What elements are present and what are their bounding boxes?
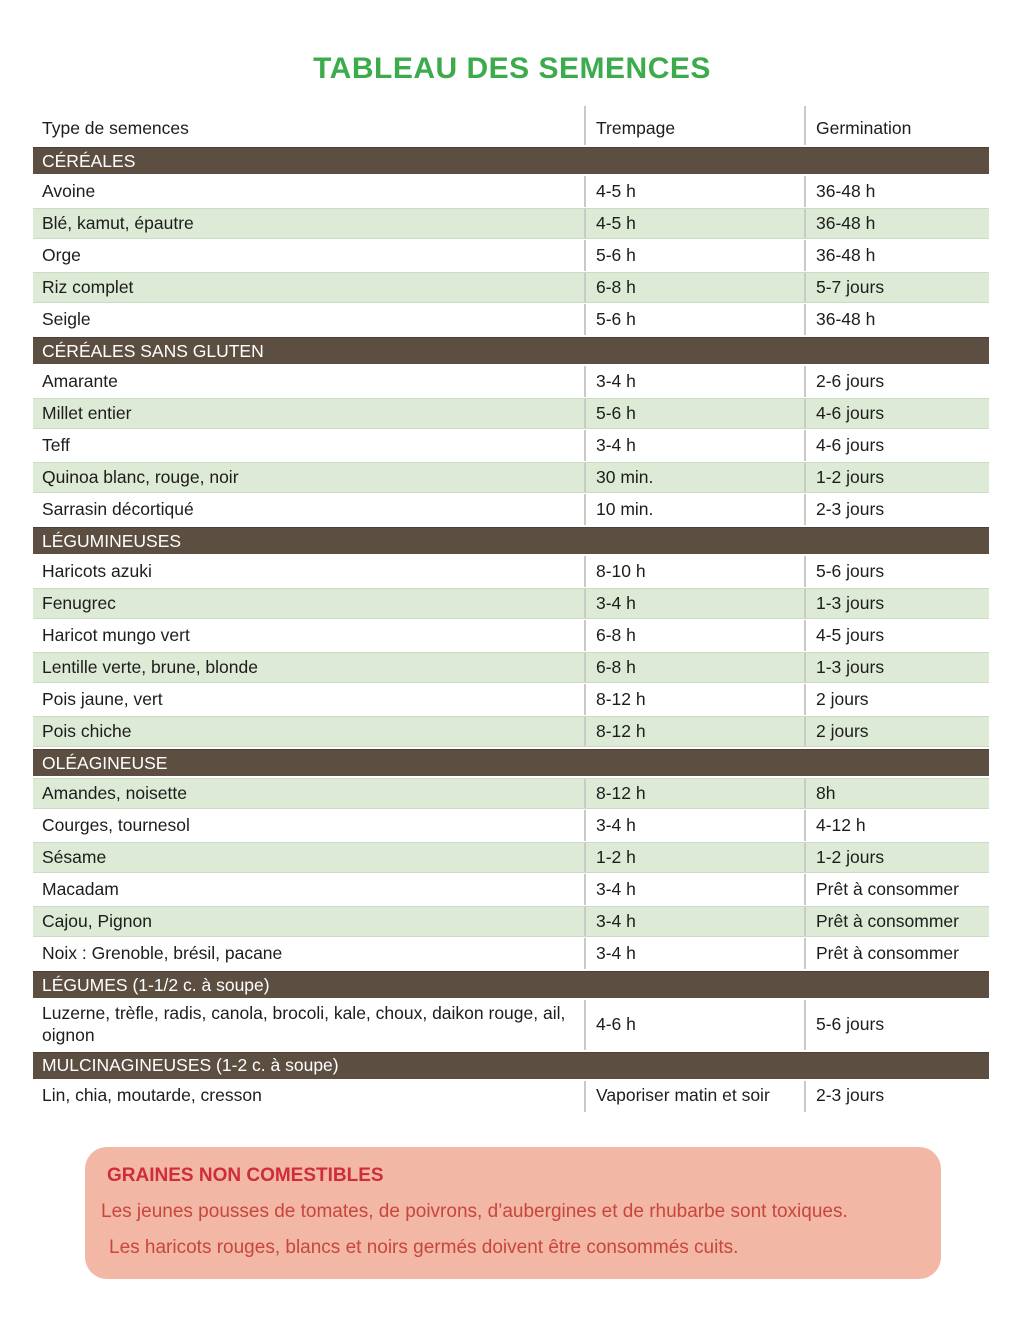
seed-table: [33, 106, 989, 1113]
section-band-label: CÉRÉALES SANS GLUTEN: [42, 340, 264, 361]
table-row: [33, 430, 989, 461]
cell-type: Teff: [42, 434, 70, 455]
cell-trempage: 5-6 h: [584, 240, 804, 271]
column-header-germination: Germination: [804, 106, 989, 145]
section-band: [33, 337, 989, 364]
cell-type: Millet entier: [42, 402, 132, 423]
cell-germination: 4-5 jours: [804, 620, 989, 651]
table-header-row: [33, 106, 989, 145]
cell-type: Seigle: [42, 308, 91, 329]
cell-germination: 36-48 h: [804, 209, 989, 238]
section-band-label: LÉGUMINEUSES: [42, 530, 182, 551]
cell-trempage: 3-4 h: [584, 366, 804, 397]
cell-trempage: 3-4 h: [584, 907, 804, 936]
cell-germination: 8h: [804, 779, 989, 808]
table-row: [33, 810, 989, 841]
cell-germination: 2-3 jours: [804, 1081, 989, 1112]
table-row: [33, 556, 989, 587]
table-row: [33, 684, 989, 715]
cell-type: Sarrasin décortiqué: [42, 498, 194, 519]
cell-trempage: 3-4 h: [584, 430, 804, 461]
cell-type: Fenugrec: [42, 592, 116, 613]
cell-type: Cajou, Pignon: [42, 910, 152, 931]
cell-germination: 1-3 jours: [804, 653, 989, 682]
cell-germination: 5-7 jours: [804, 273, 989, 302]
cell-germination: 5-6 jours: [804, 556, 989, 587]
cell-type: Sésame: [42, 846, 107, 867]
cell-trempage: 6-8 h: [584, 653, 804, 682]
cell-trempage: 3-4 h: [584, 874, 804, 905]
cell-type: Avoine: [42, 180, 96, 201]
cell-germination: 36-48 h: [804, 304, 989, 335]
cell-trempage: 6-8 h: [584, 620, 804, 651]
cell-trempage: 1-2 h: [584, 843, 804, 872]
column-header-type: Type de semences: [42, 118, 189, 138]
table-row: [33, 938, 989, 969]
section-band-label: LÉGUMES (1-1/2 c. à soupe): [42, 974, 270, 995]
section-band-label: OLÉAGINEUSE: [42, 752, 168, 773]
cell-type: Lin, chia, moutarde, cresson: [42, 1085, 262, 1106]
warning-box-line: Les jeunes pousses de tomates, de poivrons, d’aubergines et de rhubarbe sont toxiques.: [101, 1201, 848, 1222]
warning-box-title: GRAINES NON COMESTIBLES: [107, 1165, 384, 1186]
cell-trempage: 8-12 h: [584, 684, 804, 715]
cell-type: Macadam: [42, 878, 119, 899]
table-sections: [33, 147, 989, 1112]
cell-trempage: 6-8 h: [584, 273, 804, 302]
table-row: [33, 778, 989, 809]
table-row: [33, 176, 989, 207]
table-row: [33, 462, 989, 493]
table-row: [33, 1000, 989, 1050]
cell-germination: 5-6 jours: [804, 1000, 989, 1050]
cell-trempage: 4-6 h: [584, 1000, 804, 1050]
cell-type: Orge: [42, 244, 81, 265]
cell-germination: 2-3 jours: [804, 494, 989, 525]
table-row: [33, 588, 989, 619]
table-row: [33, 620, 989, 651]
cell-trempage: 8-12 h: [584, 717, 804, 746]
cell-type: Lentille verte, brune, blonde: [42, 656, 258, 677]
cell-trempage: Vaporiser matin et soir: [584, 1081, 804, 1112]
cell-trempage: 3-4 h: [584, 938, 804, 969]
cell-germination: 1-2 jours: [804, 843, 989, 872]
table-row: [33, 874, 989, 905]
cell-type: Courges, tournesol: [42, 814, 190, 835]
cell-type: Pois chiche: [42, 720, 132, 741]
cell-trempage: 5-6 h: [584, 399, 804, 428]
section-band: [33, 1052, 989, 1079]
cell-trempage: 4-5 h: [584, 209, 804, 238]
cell-trempage: 8-12 h: [584, 779, 804, 808]
section-band: [33, 527, 989, 554]
cell-germination: 2-6 jours: [804, 366, 989, 397]
table-row: [33, 398, 989, 429]
cell-germination: Prêt à consommer: [804, 907, 989, 936]
cell-type: Haricots azuki: [42, 560, 152, 581]
table-row: [33, 240, 989, 271]
cell-type: Noix : Grenoble, brésil, pacane: [42, 942, 283, 963]
cell-type: Pois jaune, vert: [42, 688, 163, 709]
table-row: [33, 272, 989, 303]
page-title: TABLEAU DES SEMENCES: [313, 52, 711, 85]
table-row: [33, 652, 989, 683]
table-row: [33, 494, 989, 525]
cell-trempage: 30 min.: [584, 463, 804, 492]
section-band-label: CÉRÉALES: [42, 150, 136, 171]
cell-trempage: 3-4 h: [584, 589, 804, 618]
cell-germination: 2 jours: [804, 684, 989, 715]
table-row: [33, 906, 989, 937]
cell-trempage: 10 min.: [584, 494, 804, 525]
cell-trempage: 3-4 h: [584, 810, 804, 841]
cell-germination: 36-48 h: [804, 176, 989, 207]
cell-germination: 4-6 jours: [804, 430, 989, 461]
cell-germination: Prêt à consommer: [804, 938, 989, 969]
table-row: [33, 716, 989, 747]
column-header-trempage: Trempage: [584, 106, 804, 145]
table-row: [33, 208, 989, 239]
cell-type: Luzerne, trèfle, radis, canola, brocoli, kale, choux, daikon rouge, ail, oignon: [42, 1003, 566, 1045]
cell-type: Amarante: [42, 370, 118, 391]
section-band: [33, 971, 989, 998]
warning-box: [85, 1147, 941, 1279]
cell-type: Haricot mungo vert: [42, 624, 190, 645]
cell-germination: 4-6 jours: [804, 399, 989, 428]
cell-type: Blé, kamut, épautre: [42, 212, 194, 233]
table-row: [33, 842, 989, 873]
table-row: [33, 366, 989, 397]
warning-box-line: Les haricots rouges, blancs et noirs germés doivent être consommés cuits.: [109, 1237, 739, 1258]
cell-type: Quinoa blanc, rouge, noir: [42, 466, 239, 487]
cell-type: Riz complet: [42, 276, 134, 297]
cell-germination: 2 jours: [804, 717, 989, 746]
section-band: [33, 147, 989, 174]
cell-germination: 4-12 h: [804, 810, 989, 841]
table-row: [33, 304, 989, 335]
cell-germination: Prêt à consommer: [804, 874, 989, 905]
section-band: [33, 749, 989, 776]
cell-germination: 1-2 jours: [804, 463, 989, 492]
cell-trempage: 8-10 h: [584, 556, 804, 587]
cell-type: Amandes, noisette: [42, 782, 187, 803]
table-row: [33, 1081, 989, 1112]
cell-germination: 1-3 jours: [804, 589, 989, 618]
cell-trempage: 5-6 h: [584, 304, 804, 335]
cell-trempage: 4-5 h: [584, 176, 804, 207]
cell-germination: 36-48 h: [804, 240, 989, 271]
section-band-label: MULCINAGINEUSES (1-2 c. à soupe): [42, 1055, 339, 1076]
